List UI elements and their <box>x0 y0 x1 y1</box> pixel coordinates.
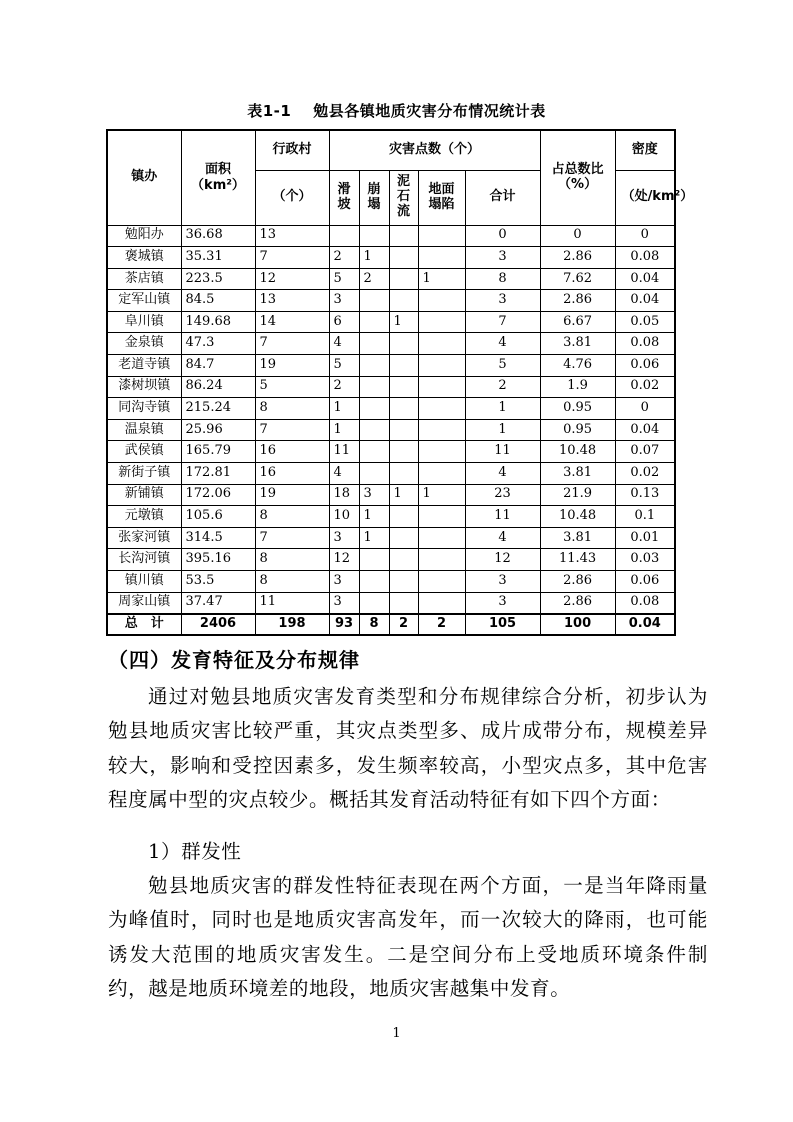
cell-subsidence <box>418 311 465 333</box>
cell-density: 0.02 <box>615 376 675 398</box>
cell-subsidence <box>418 333 465 355</box>
cell-landslide: 4 <box>329 463 359 485</box>
cell-total: 0 <box>465 225 540 247</box>
cell-total: 5 <box>465 355 540 377</box>
cell-subsidence <box>418 247 465 269</box>
cell-villages: 16 <box>255 441 329 463</box>
cell-collapse <box>359 333 389 355</box>
section-heading: （四）发育特征及分布规律 <box>108 648 360 672</box>
cell-collapse: 1 <box>359 506 389 528</box>
cell-ratio: 2.86 <box>540 290 615 312</box>
cell-collapse <box>359 463 389 485</box>
cell-debris <box>389 527 418 549</box>
cell-collapse <box>359 549 389 571</box>
cell-collapse <box>359 376 389 398</box>
cell-subsidence <box>418 506 465 528</box>
cell-town: 张家河镇 <box>107 527 181 549</box>
cell-villages: 12 <box>255 268 329 290</box>
table-number: 表1-1 <box>247 102 292 120</box>
cell-villages: 7 <box>255 419 329 441</box>
cell-villages: 11 <box>255 592 329 614</box>
cell-total: 11 <box>465 441 540 463</box>
cell-landslide: 5 <box>329 355 359 377</box>
cell-debris <box>389 376 418 398</box>
total-town: 总 计 <box>107 614 181 636</box>
cell-total: 1 <box>465 419 540 441</box>
table-caption: 勉县各镇地质灾害分布情况统计表 <box>313 102 546 120</box>
cell-area: 105.6 <box>181 506 255 528</box>
cell-subsidence: 1 <box>418 268 465 290</box>
cell-town: 元墩镇 <box>107 506 181 528</box>
cell-area: 53.5 <box>181 571 255 593</box>
cell-ratio: 0.95 <box>540 419 615 441</box>
cell-town: 周家山镇 <box>107 592 181 614</box>
cell-total: 8 <box>465 268 540 290</box>
table-row <box>107 463 675 485</box>
cell-town: 勉阳办 <box>107 225 181 247</box>
table-title <box>0 100 793 121</box>
cell-subsidence <box>418 549 465 571</box>
header-total: 合计 <box>465 170 540 225</box>
cell-density: 0.04 <box>615 290 675 312</box>
header-density-unit: （处/km²） <box>615 170 675 225</box>
cell-ratio: 2.86 <box>540 592 615 614</box>
table-row <box>107 549 675 571</box>
cell-debris <box>389 506 418 528</box>
cell-area: 172.06 <box>181 484 255 506</box>
cell-collapse <box>359 311 389 333</box>
cell-area: 47.3 <box>181 333 255 355</box>
table-row <box>107 441 675 463</box>
cell-landslide: 2 <box>329 376 359 398</box>
header-villages-unit: （个） <box>255 170 329 225</box>
cell-density: 0.02 <box>615 463 675 485</box>
cell-total: 1 <box>465 398 540 420</box>
header-ratio: 占总数比（%） <box>540 130 615 225</box>
table-row <box>107 355 675 377</box>
cell-landslide: 3 <box>329 571 359 593</box>
hazard-statistics-table <box>106 129 694 636</box>
cell-total: 2 <box>465 376 540 398</box>
cell-villages: 14 <box>255 311 329 333</box>
table-row <box>107 419 675 441</box>
cell-town: 褒城镇 <box>107 247 181 269</box>
cell-collapse <box>359 592 389 614</box>
cell-ratio: 3.81 <box>540 333 615 355</box>
cell-ratio: 10.48 <box>540 506 615 528</box>
cell-area: 314.5 <box>181 527 255 549</box>
cell-density: 0.06 <box>615 571 675 593</box>
cell-collapse: 3 <box>359 484 389 506</box>
cell-density: 0.08 <box>615 592 675 614</box>
cell-subsidence <box>418 398 465 420</box>
header-density: 密度 <box>615 130 675 170</box>
cell-collapse <box>359 419 389 441</box>
cell-area: 84.7 <box>181 355 255 377</box>
cell-town: 温泉镇 <box>107 419 181 441</box>
header-hazards: 灾害点数（个） <box>329 130 540 170</box>
cell-area: 86.24 <box>181 376 255 398</box>
cell-area: 215.24 <box>181 398 255 420</box>
cell-landslide: 2 <box>329 247 359 269</box>
header-town: 镇办 <box>107 130 181 225</box>
cell-area: 223.5 <box>181 268 255 290</box>
cell-debris <box>389 571 418 593</box>
cell-villages: 8 <box>255 506 329 528</box>
cell-total: 3 <box>465 247 540 269</box>
cell-collapse <box>359 225 389 247</box>
table-row <box>107 225 675 247</box>
total-collapse: 8 <box>359 614 389 636</box>
cell-villages: 16 <box>255 463 329 485</box>
total-subsidence: 2 <box>418 614 465 636</box>
cell-collapse <box>359 571 389 593</box>
list-item-heading: 1）群发性 <box>148 840 242 863</box>
cell-area: 395.16 <box>181 549 255 571</box>
cell-landslide: 10 <box>329 506 359 528</box>
cell-subsidence <box>418 527 465 549</box>
cell-density: 0.07 <box>615 441 675 463</box>
header-subsidence: 地面塌陷 <box>418 170 465 225</box>
table-row <box>107 333 675 355</box>
page-number: 1 <box>392 1026 401 1041</box>
cell-ratio: 7.62 <box>540 268 615 290</box>
cell-debris <box>389 419 418 441</box>
cell-town: 茶店镇 <box>107 268 181 290</box>
cell-collapse: 1 <box>359 247 389 269</box>
cell-debris <box>389 549 418 571</box>
cell-collapse: 2 <box>359 268 389 290</box>
cell-town: 新铺镇 <box>107 484 181 506</box>
cell-landslide: 18 <box>329 484 359 506</box>
table-row <box>107 506 675 528</box>
table-row <box>107 571 675 593</box>
cell-subsidence <box>418 419 465 441</box>
cell-density: 0.13 <box>615 484 675 506</box>
paragraph-clustering: 勉县地质灾害的群发性特征表现在两个方面，一是当年降雨量为峰值时，同时也是地质灾害高发年，而一次较大的降雨，也可能诱发大范围的地质灾害发生。二是空间分布上受地质环境条件制约，越是地质环境差的地段，地质灾害越集中发育。 <box>108 874 708 1001</box>
cell-subsidence <box>418 225 465 247</box>
cell-area: 149.68 <box>181 311 255 333</box>
cell-density: 0.08 <box>615 247 675 269</box>
cell-ratio: 3.81 <box>540 527 615 549</box>
cell-landslide: 1 <box>329 398 359 420</box>
cell-density: 0 <box>615 398 675 420</box>
cell-area: 25.96 <box>181 419 255 441</box>
cell-villages: 8 <box>255 549 329 571</box>
cell-debris <box>389 247 418 269</box>
cell-density: 0.03 <box>615 549 675 571</box>
cell-total: 7 <box>465 311 540 333</box>
cell-collapse <box>359 398 389 420</box>
cell-villages: 13 <box>255 225 329 247</box>
cell-subsidence <box>418 441 465 463</box>
cell-total: 3 <box>465 290 540 312</box>
table-row <box>107 268 675 290</box>
paragraph-intro: 通过对勉县地质灾害发育类型和分布规律综合分析，初步认为勉县地质灾害比较严重，其灾点类型多、成片成带分布，规模差异较大，影响和受控因素多，发生频率较高，小型灾点多，其中危害程度属中型的灾点较少。概括其发育活动特征有如下四个方面： <box>108 685 708 812</box>
cell-subsidence: 1 <box>418 484 465 506</box>
cell-collapse <box>359 441 389 463</box>
cell-villages: 5 <box>255 376 329 398</box>
header-collapse: 崩塌 <box>359 170 389 225</box>
cell-villages: 7 <box>255 527 329 549</box>
table-row <box>107 527 675 549</box>
cell-ratio: 1.9 <box>540 376 615 398</box>
cell-total: 4 <box>465 333 540 355</box>
cell-area: 172.81 <box>181 463 255 485</box>
cell-area: 165.79 <box>181 441 255 463</box>
cell-density: 0.04 <box>615 419 675 441</box>
cell-ratio: 6.67 <box>540 311 615 333</box>
cell-town: 长沟河镇 <box>107 549 181 571</box>
cell-subsidence <box>418 571 465 593</box>
table-row <box>107 592 675 614</box>
total-landslide: 93 <box>329 614 359 636</box>
cell-subsidence <box>418 355 465 377</box>
cell-landslide: 4 <box>329 333 359 355</box>
cell-total: 3 <box>465 592 540 614</box>
cell-town: 定军山镇 <box>107 290 181 312</box>
header-area-label: 面积 <box>204 162 231 178</box>
cell-total: 12 <box>465 549 540 571</box>
cell-subsidence <box>418 376 465 398</box>
cell-villages: 19 <box>255 355 329 377</box>
cell-landslide: 5 <box>329 268 359 290</box>
cell-landslide: 6 <box>329 311 359 333</box>
table-total-row <box>107 614 675 636</box>
cell-town: 新街子镇 <box>107 463 181 485</box>
total-villages: 198 <box>255 614 329 636</box>
cell-total: 3 <box>465 571 540 593</box>
cell-debris <box>389 398 418 420</box>
cell-area: 35.31 <box>181 247 255 269</box>
table-row <box>107 484 675 506</box>
cell-landslide: 12 <box>329 549 359 571</box>
cell-area: 84.5 <box>181 290 255 312</box>
header-area <box>181 130 255 225</box>
table-row <box>107 311 675 333</box>
cell-town: 武侯镇 <box>107 441 181 463</box>
cell-density: 0.01 <box>615 527 675 549</box>
cell-town: 漆树坝镇 <box>107 376 181 398</box>
cell-density: 0.06 <box>615 355 675 377</box>
cell-debris: 1 <box>389 484 418 506</box>
cell-ratio: 11.43 <box>540 549 615 571</box>
cell-subsidence <box>418 592 465 614</box>
header-villages: 行政村 <box>255 130 329 170</box>
cell-debris <box>389 441 418 463</box>
cell-debris <box>389 333 418 355</box>
cell-landslide: 1 <box>329 419 359 441</box>
cell-density: 0.04 <box>615 268 675 290</box>
cell-town: 老道寺镇 <box>107 355 181 377</box>
cell-villages: 7 <box>255 333 329 355</box>
cell-ratio: 21.9 <box>540 484 615 506</box>
cell-ratio: 2.86 <box>540 571 615 593</box>
cell-debris <box>389 290 418 312</box>
cell-town: 同沟寺镇 <box>107 398 181 420</box>
cell-subsidence <box>418 463 465 485</box>
cell-ratio: 0 <box>540 225 615 247</box>
header-area-unit: （km²） <box>191 177 245 193</box>
header-debris-flow: 泥石流 <box>389 170 418 225</box>
cell-landslide: 11 <box>329 441 359 463</box>
total-total: 105 <box>465 614 540 636</box>
cell-landslide: 3 <box>329 527 359 549</box>
total-density: 0.04 <box>615 614 675 636</box>
total-debris: 2 <box>389 614 418 636</box>
cell-total: 11 <box>465 506 540 528</box>
cell-debris <box>389 225 418 247</box>
cell-ratio: 2.86 <box>540 247 615 269</box>
cell-ratio: 3.81 <box>540 463 615 485</box>
cell-ratio: 0.95 <box>540 398 615 420</box>
cell-debris: 1 <box>389 311 418 333</box>
cell-town: 金泉镇 <box>107 333 181 355</box>
cell-collapse <box>359 355 389 377</box>
cell-villages: 7 <box>255 247 329 269</box>
cell-ratio: 4.76 <box>540 355 615 377</box>
cell-villages: 13 <box>255 290 329 312</box>
header-landslide: 滑坡 <box>329 170 359 225</box>
cell-total: 23 <box>465 484 540 506</box>
cell-debris <box>389 355 418 377</box>
cell-landslide: 3 <box>329 592 359 614</box>
cell-town: 镇川镇 <box>107 571 181 593</box>
table-row <box>107 376 675 398</box>
cell-debris <box>389 463 418 485</box>
cell-density: 0.1 <box>615 506 675 528</box>
table-row <box>107 398 675 420</box>
cell-villages: 8 <box>255 571 329 593</box>
cell-landslide <box>329 225 359 247</box>
cell-density: 0.08 <box>615 333 675 355</box>
table-row <box>107 247 675 269</box>
cell-density: 0.05 <box>615 311 675 333</box>
cell-debris <box>389 592 418 614</box>
table-row <box>107 290 675 312</box>
cell-villages: 8 <box>255 398 329 420</box>
cell-landslide: 3 <box>329 290 359 312</box>
cell-total: 4 <box>465 463 540 485</box>
cell-collapse: 1 <box>359 527 389 549</box>
cell-subsidence <box>418 290 465 312</box>
cell-area: 37.47 <box>181 592 255 614</box>
cell-ratio: 10.48 <box>540 441 615 463</box>
cell-density: 0 <box>615 225 675 247</box>
cell-debris <box>389 268 418 290</box>
cell-total: 4 <box>465 527 540 549</box>
total-area: 2406 <box>181 614 255 636</box>
cell-villages: 19 <box>255 484 329 506</box>
cell-area: 36.68 <box>181 225 255 247</box>
cell-collapse <box>359 290 389 312</box>
cell-town: 阜川镇 <box>107 311 181 333</box>
total-ratio: 100 <box>540 614 615 636</box>
